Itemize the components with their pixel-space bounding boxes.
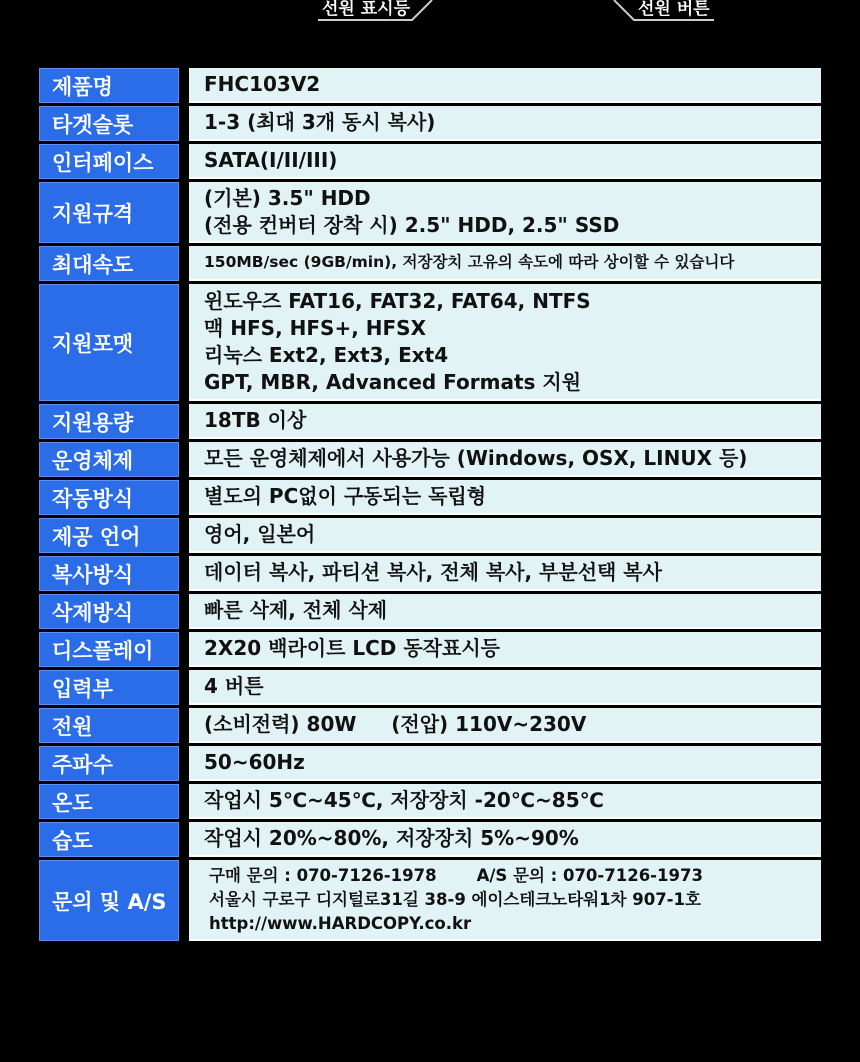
spec-value [189, 106, 821, 141]
spec-value [189, 632, 821, 667]
spec-row-target-slot [39, 106, 821, 141]
spec-row-input [39, 670, 821, 705]
spec-label: 지원포맷 [39, 284, 179, 401]
spec-label: 복사방식 [39, 556, 179, 591]
spec-label: 작동방식 [39, 480, 179, 515]
spec-label: 지원용량 [39, 404, 179, 439]
spec-table [39, 68, 821, 944]
spec-value [189, 670, 821, 705]
spec-label: 입력부 [39, 670, 179, 705]
spec-row-copy-mode [39, 556, 821, 591]
spec-label: 최대속도 [39, 246, 179, 281]
spec-value [189, 708, 821, 743]
spec-value-line: 데이터 복사, 파티션 복사, 전체 복사, 부분선택 복사 [204, 560, 662, 584]
spec-value [189, 68, 821, 103]
spec-value-line: 별도의 PC없이 구동되는 독립형 [204, 484, 487, 508]
spec-value [189, 404, 821, 439]
spec-value [189, 518, 821, 553]
spec-value-line: 리눅스 Ext2, Ext3, Ext4 [204, 342, 449, 367]
power-indicator-callout: 선원 표시등 [322, 0, 411, 19]
spec-label: 인터페이스 [39, 144, 179, 179]
spec-label: 지원규격 [39, 182, 179, 243]
spec-row-power [39, 708, 821, 743]
spec-value-line: 빠른 삭제, 전체 삭제 [204, 598, 388, 622]
spec-value [189, 182, 821, 243]
contact-url-link[interactable]: http://www.HARDCOPY.co.kr [209, 913, 472, 933]
spec-label: 온도 [39, 784, 179, 819]
spec-row-humidity [39, 822, 821, 857]
spec-label: 습도 [39, 822, 179, 857]
spec-row-interface [39, 144, 821, 179]
spec-value-line: 윈도우즈 FAT16, FAT32, FAT64, NTFS [204, 288, 591, 313]
spec-row-product-name [39, 68, 821, 103]
spec-value [189, 746, 821, 781]
spec-value [189, 480, 821, 515]
spec-row-operation-mode [39, 480, 821, 515]
spec-value-line: 맥 HFS, HFS+, HFSX [204, 315, 426, 340]
spec-row-contact [39, 860, 821, 941]
spec-label: 디스플레이 [39, 632, 179, 667]
spec-value-line: (소비전력) 80W (전압) 110V~230V [204, 712, 587, 736]
spec-row-capacity [39, 404, 821, 439]
spec-value-line: 18TB 이상 [204, 408, 307, 432]
spec-label: 제공 언어 [39, 518, 179, 553]
spec-value [189, 144, 821, 179]
spec-value-line: (전용 컨버터 장착 시) 2.5" HDD, 2.5" SSD [204, 212, 620, 237]
spec-value [189, 442, 821, 477]
spec-value-line: 50~60Hz [204, 750, 305, 774]
spec-row-temperature [39, 784, 821, 819]
spec-value-line: 작업시 20%~80%, 저장장치 5%~90% [204, 826, 579, 850]
as-phone: A/S 문의 : 070-7126-1973 [476, 865, 703, 885]
spec-value [189, 246, 821, 281]
contact-info [189, 860, 821, 941]
callout-area [0, 0, 860, 40]
spec-row-max-speed [39, 246, 821, 281]
spec-value-line: GPT, MBR, Advanced Formats 지원 [204, 369, 582, 394]
spec-value [189, 784, 821, 819]
spec-value-line: 150MB/sec (9GB/min), 저장장치 고유의 속도에 따라 상이할 수 있습니다 [204, 253, 735, 271]
spec-row-language [39, 518, 821, 553]
spec-row-supported-format [39, 284, 821, 401]
spec-label: 타겟슬롯 [39, 106, 179, 141]
contact-address: 서울시 구로구 디지털로31길 38-9 에이스테크노타워1차 907-1호 [209, 889, 701, 909]
spec-label: 제품명 [39, 68, 179, 103]
spec-value [189, 594, 821, 629]
spec-value [189, 822, 821, 857]
spec-label: 삭제방식 [39, 594, 179, 629]
power-button-callout: 선원 버튼 [638, 0, 710, 19]
spec-value-line: 2X20 백라이트 LCD 동작표시등 [204, 636, 500, 660]
spec-row-erase-mode [39, 594, 821, 629]
spec-row-os [39, 442, 821, 477]
spec-value-line: 모든 운영체제에서 사용가능 (Windows, OSX, LINUX 등) [204, 446, 748, 470]
spec-value-line: 영어, 일본어 [204, 522, 316, 546]
spec-value-line: (기본) 3.5" HDD [204, 185, 371, 210]
spec-label: 문의 및 A/S [39, 860, 179, 941]
spec-label: 전원 [39, 708, 179, 743]
spec-value-line: 작업시 5℃~45℃, 저장장치 -20℃~85℃ [204, 788, 604, 812]
spec-value-line: 1-3 (최대 3개 동시 복사) [204, 110, 436, 134]
spec-row-display [39, 632, 821, 667]
spec-row-frequency [39, 746, 821, 781]
purchase-phone: 구매 문의 : 070-7126-1978 [209, 865, 437, 885]
callout-lines [0, 0, 860, 40]
spec-value-line: FHC103V2 [204, 72, 321, 96]
spec-value-line: 4 버튼 [204, 674, 264, 698]
spec-value-line: SATA(I/II/III) [204, 148, 338, 172]
spec-row-supported-spec [39, 182, 821, 243]
contact-phone-line [204, 864, 821, 888]
spec-value [189, 556, 821, 591]
spec-label: 운영체제 [39, 442, 179, 477]
spec-value [189, 284, 821, 401]
spec-label: 주파수 [39, 746, 179, 781]
